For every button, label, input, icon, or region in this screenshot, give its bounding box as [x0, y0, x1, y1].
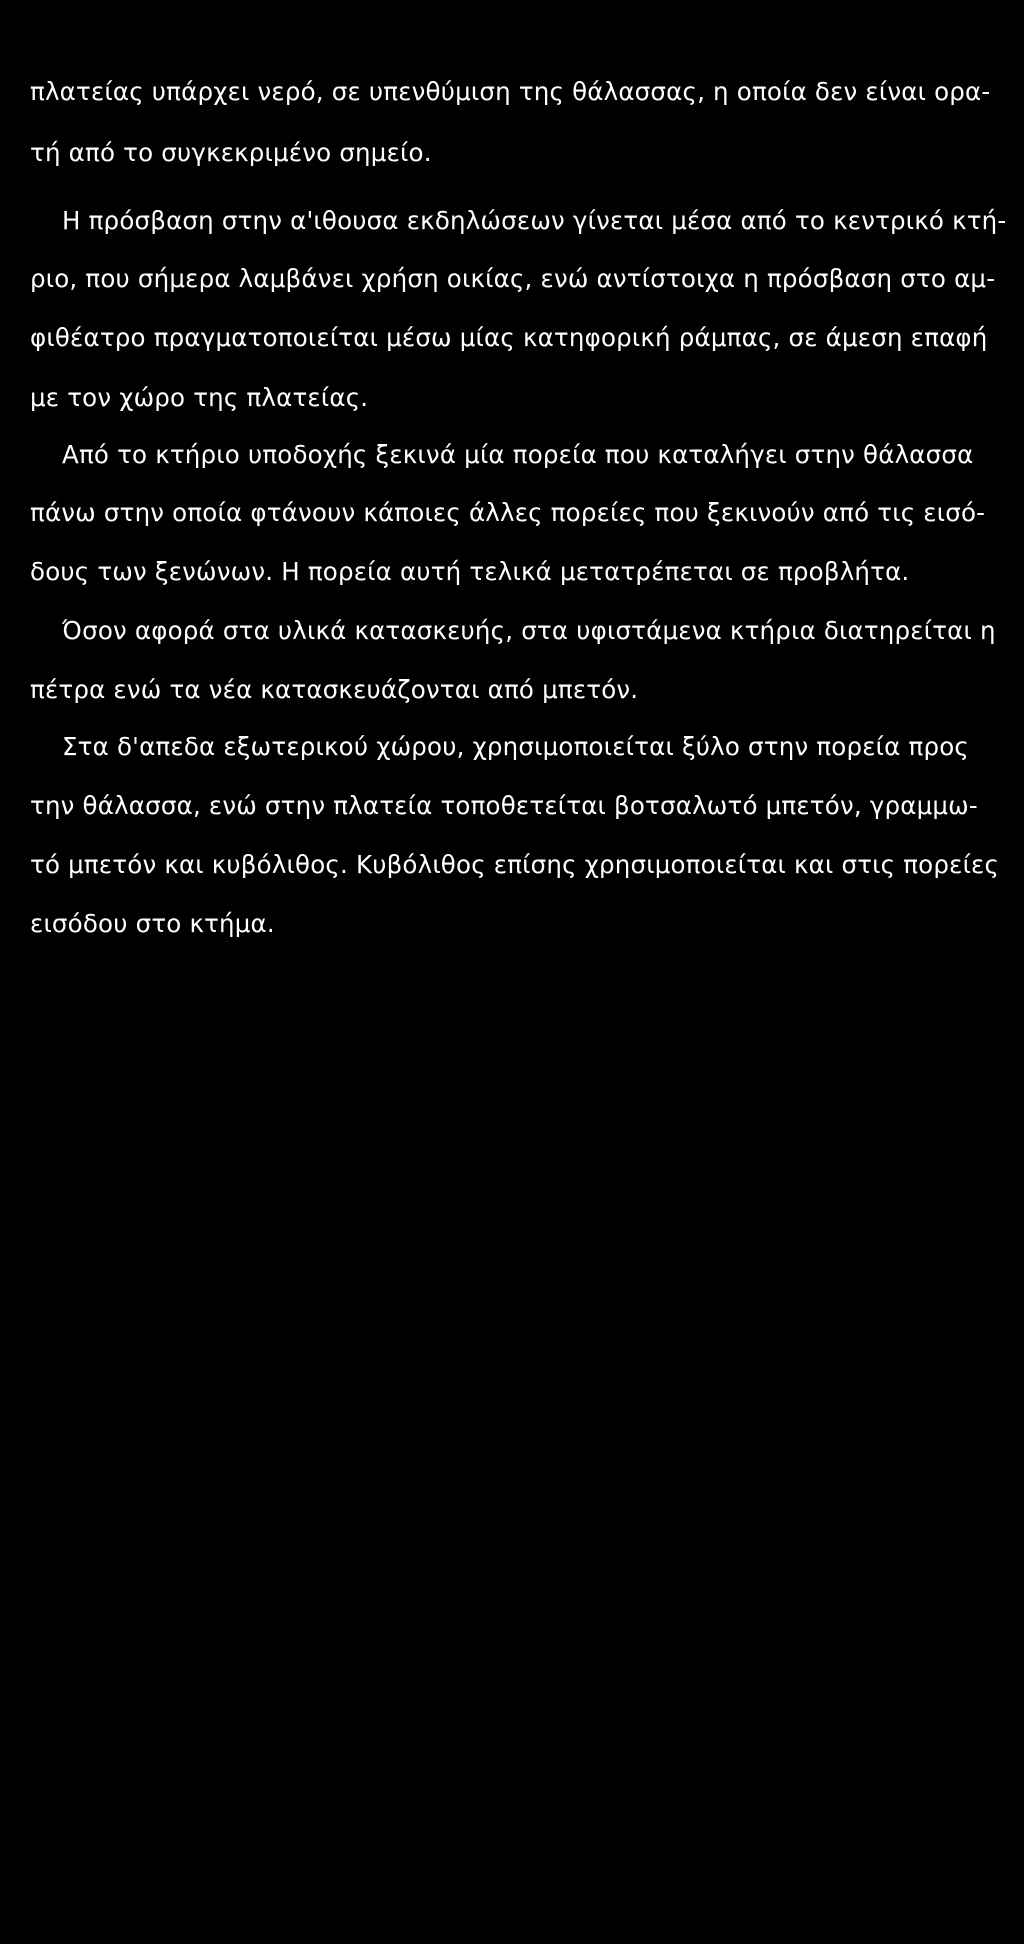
text-line-2: τή από το συγκεκριμένο σημείο. — [30, 138, 432, 167]
text-line-3: Η πρόσβαση στην α'ιθουσα εκδηλώσεων γίνεται μέσα από το κεντρικό κτή- — [62, 206, 1007, 235]
text-line-14: τό μπετόν και κυβόλιθος. Κυβόλιθος επίσης χρησιμοποιείται και στις πορείες — [30, 850, 1000, 879]
text-line-6: με τον χώρο της πλατείας. — [30, 383, 369, 412]
text-line-7: Από το κτήριο υποδοχής ξεκινά μία πορεία που καταλήγει στην θάλασσα — [62, 440, 974, 469]
text-line-1: πλατείας υπάρχει νερό, σε υπενθύμιση της θάλασσας, η οποία δεν είναι ορα- — [30, 77, 991, 106]
text-line-8: πάνω στην οποία φτάνουν κάποιες άλλες πορείες που ξεκινούν από τις εισό- — [30, 498, 986, 527]
text-line-4: ριο, που σήμερα λαμβάνει χρήση οικίας, ενώ αντίστοιχα η πρόσβαση στο αμ- — [30, 264, 996, 293]
text-line-13: την θάλασσα, ενώ στην πλατεία τοποθετείται βοτσαλωτό μπετόν, γραμμω- — [30, 791, 978, 820]
text-line-12: Στα δ'απεδα εξωτερικού χώρου, χρησιμοποιείται ξύλο στην πορεία προς — [62, 732, 969, 761]
text-line-11: πέτρα ενώ τα νέα κατασκευάζονται από μπετόν. — [30, 675, 639, 704]
text-line-9: δους των ξενώνων. Η πορεία αυτή τελικά μετατρέπεται σε προβλήτα. — [30, 557, 910, 586]
text-line-5: φιθέατρο πραγματοποιείται μέσω μίας κατηφορική ράμπας, σε άμεση επαφή — [30, 323, 988, 352]
text-line-15: εισόδου στο κτήμα. — [30, 909, 275, 938]
text-line-10: Όσον αφορά στα υλικά κατασκευής, στα υφιστάμενα κτήρια διατηρείται η — [62, 616, 996, 645]
